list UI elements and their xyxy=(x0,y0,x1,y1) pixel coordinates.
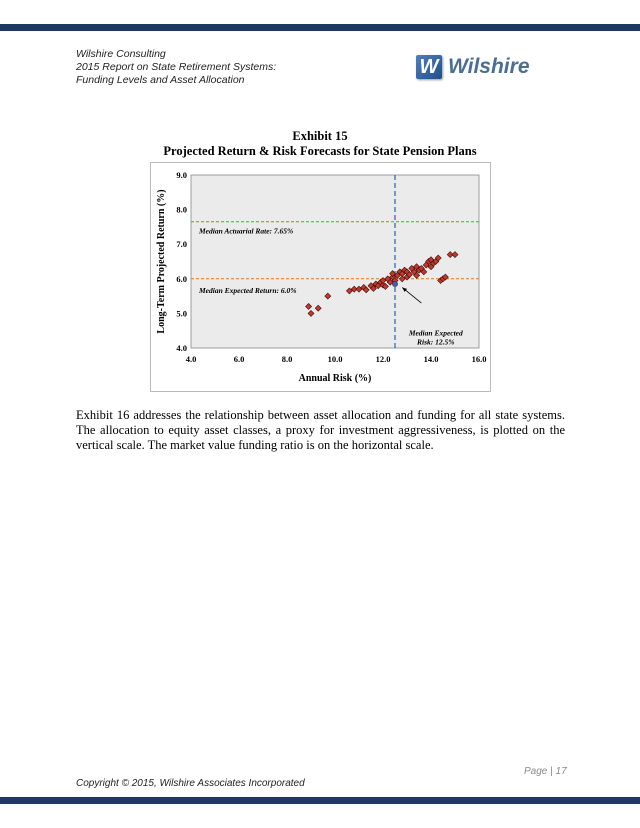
x-tick-label: 10.0 xyxy=(327,354,343,364)
logo-wordmark: Wilshire xyxy=(448,55,530,78)
header-line-subtitle: Funding Levels and Asset Allocation xyxy=(76,74,245,86)
x-tick-label: 4.0 xyxy=(185,354,197,364)
y-tick-label: 4.0 xyxy=(176,343,187,353)
exhibit-caption: Projected Return & Risk Forecasts for State Pension Plans xyxy=(163,144,477,158)
page-number: Page | 17 xyxy=(524,766,567,777)
annotation-label: Risk: 12.5% xyxy=(417,337,455,347)
scatter-chart xyxy=(150,162,490,392)
y-tick-label: 9.0 xyxy=(176,170,187,180)
x-tick-label: 16.0 xyxy=(471,354,487,364)
header-line-company: Wilshire Consulting xyxy=(76,48,166,60)
y-tick-label: 7.0 xyxy=(176,239,187,250)
copyright-notice: Copyright © 2015, Wilshire Associates Incorporated xyxy=(76,778,305,789)
expected-return-label: Median Expected Return: 6.0% xyxy=(199,285,297,295)
bottom-brand-bar xyxy=(0,797,640,804)
x-tick-label: 14.0 xyxy=(423,354,439,364)
actuarial-rate-label: Median Actuarial Rate: 7.65% xyxy=(199,226,294,236)
x-tick-label: 12.0 xyxy=(375,354,391,364)
top-brand-bar xyxy=(0,24,640,31)
annotation-label: Median Expected xyxy=(408,328,463,338)
y-tick-label: 5.0 xyxy=(176,308,187,319)
x-axis-label: Annual Risk (%) xyxy=(298,373,372,384)
exhibit-number: Exhibit 15 xyxy=(292,129,348,143)
logo-w-icon: W xyxy=(416,55,442,79)
y-axis-label: Long-Term Projected Return (%) xyxy=(156,189,167,334)
report-header xyxy=(76,48,276,87)
exhibit-title xyxy=(0,129,640,159)
body-paragraph: Exhibit 16 addresses the relationship between asset allocation and funding for all state systems. The allocation to equity asset classes, a proxy for investment aggressiveness, is plotted on the vertical scale. The market value funding ratio is on the horizontal scale. xyxy=(76,408,565,452)
x-tick-label: 8.0 xyxy=(281,354,293,364)
y-tick-label: 8.0 xyxy=(176,204,187,215)
wilshire-logo xyxy=(416,52,536,84)
y-tick-label: 6.0 xyxy=(176,273,187,284)
median-point xyxy=(392,281,397,286)
header-line-report: 2015 Report on State Retirement Systems: xyxy=(76,61,277,73)
x-tick-label: 6.0 xyxy=(233,354,245,364)
